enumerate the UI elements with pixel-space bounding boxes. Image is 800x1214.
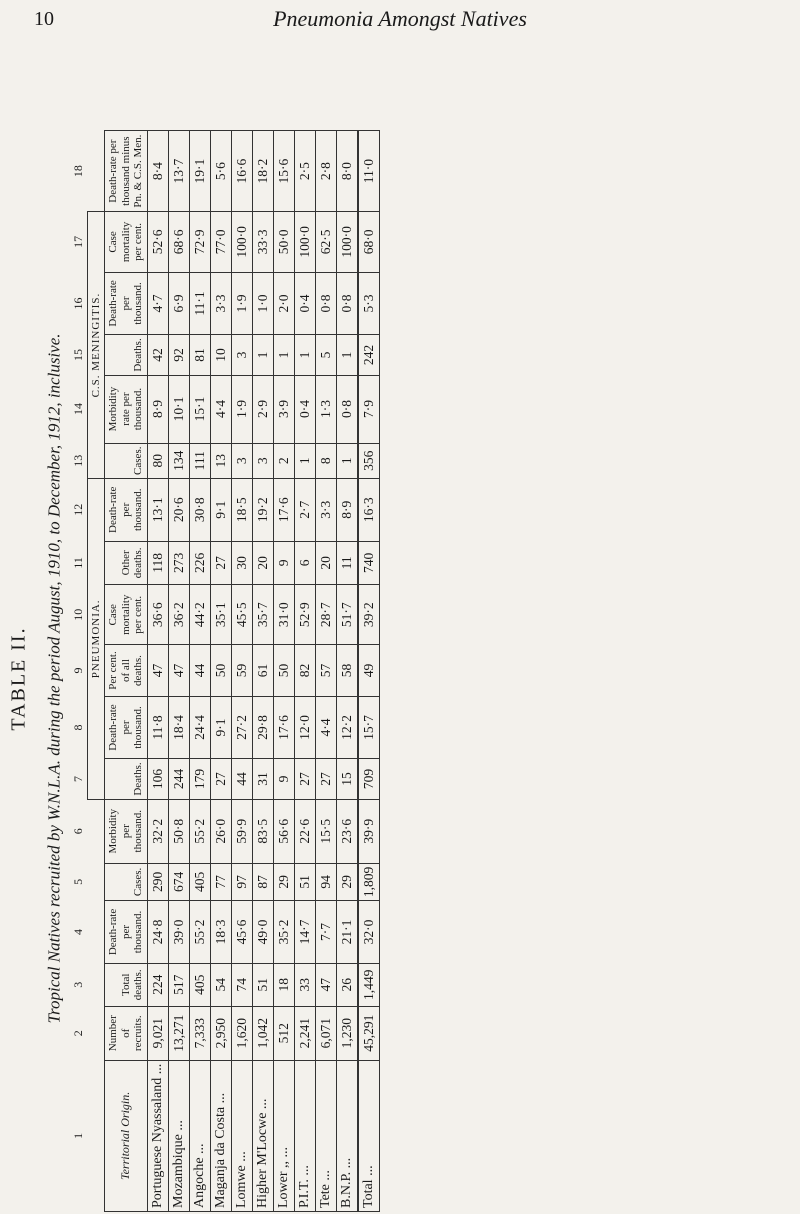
value-cell: 32·2 [147, 799, 168, 863]
value-cell: 24·8 [147, 901, 168, 964]
column-number: 5 [71, 878, 86, 885]
column-header: Number of recruits. [105, 1006, 148, 1060]
value-cell: 9 [273, 541, 294, 584]
value-cell: 16·6 [231, 131, 252, 212]
column-number: 18 [71, 165, 86, 178]
column-number: 4 [71, 928, 86, 935]
value-cell: 17·6 [273, 478, 294, 541]
value-cell: 4·4 [210, 375, 231, 443]
value-cell: 54 [210, 963, 231, 1006]
value-cell: 9·1 [210, 478, 231, 541]
column-number: 10 [71, 608, 85, 621]
value-cell: 30·8 [189, 478, 210, 541]
total-cell: 709 [358, 759, 380, 799]
value-cell: 1·3 [315, 375, 336, 443]
value-cell: 94 [315, 863, 336, 900]
column-number: 15 [71, 348, 85, 361]
value-cell: 3 [252, 443, 273, 478]
value-cell: 179 [189, 759, 210, 799]
value-cell: 6 [294, 541, 315, 584]
value-cell: 31·0 [273, 585, 294, 645]
value-cell: 58 [336, 645, 358, 696]
value-cell: 21·1 [336, 901, 358, 964]
total-cell: 740 [358, 541, 380, 584]
value-cell: 2·5 [294, 131, 315, 212]
origin-cell: Lower ,, ... [273, 1060, 294, 1211]
pneumonia-group-label: PNEUMONIA. [88, 478, 105, 799]
value-cell: 100·0 [294, 212, 315, 272]
value-cell: 49·0 [252, 901, 273, 964]
total-cell: 39·2 [358, 585, 380, 645]
value-cell: 81 [189, 335, 210, 375]
value-cell: 0·4 [294, 375, 315, 443]
value-cell: 9,021 [147, 1006, 168, 1060]
total-cell: 356 [358, 443, 380, 478]
value-cell: 4·7 [147, 272, 168, 335]
value-cell: 4·4 [315, 696, 336, 759]
value-cell: 0·8 [315, 272, 336, 335]
column-header: Death-rate per thousand. [105, 696, 148, 759]
value-cell: 27 [210, 759, 231, 799]
value-cell: 33·3 [252, 212, 273, 272]
value-cell: 61 [252, 645, 273, 696]
origin-cell: Maganja da Costa ... [210, 1060, 231, 1211]
origin-cell: Portuguese Nyassaland ... [147, 1060, 168, 1211]
value-cell: 8 [315, 443, 336, 478]
value-cell: 512 [273, 1006, 294, 1060]
value-cell: 3·3 [315, 478, 336, 541]
column-number: 3 [71, 981, 86, 988]
value-cell: 27·2 [231, 696, 252, 759]
total-cell: 39·9 [358, 799, 380, 863]
value-cell: 44 [231, 759, 252, 799]
value-cell: 1·0 [252, 272, 273, 335]
value-cell: 13·1 [147, 478, 168, 541]
value-cell: 0·8 [336, 272, 358, 335]
value-cell: 1 [294, 335, 315, 375]
value-cell: 29·8 [252, 696, 273, 759]
column-number: 12 [71, 503, 85, 516]
value-cell: 1,042 [252, 1006, 273, 1060]
value-cell: 273 [168, 541, 189, 584]
total-cell: 68·0 [358, 212, 380, 272]
value-cell: 56·6 [273, 799, 294, 863]
value-cell: 13·7 [168, 131, 189, 212]
column-header: Other deaths. [105, 541, 148, 584]
origin-cell: Angoche ... [189, 1060, 210, 1211]
total-label: Total ... [358, 1060, 380, 1211]
value-cell: 226 [189, 541, 210, 584]
value-cell: 2·0 [273, 272, 294, 335]
value-cell: 10·1 [168, 375, 189, 443]
value-cell: 44 [189, 645, 210, 696]
value-cell: 8·4 [147, 131, 168, 212]
value-cell: 77·0 [210, 212, 231, 272]
table-label: TABLE II. [7, 626, 30, 731]
total-cell: 7·9 [358, 375, 380, 443]
value-cell: 8·9 [336, 478, 358, 541]
value-cell: 111 [189, 443, 210, 478]
value-cell: 74 [231, 963, 252, 1006]
value-cell: 15 [336, 759, 358, 799]
value-cell: 9 [273, 759, 294, 799]
value-cell: 18·3 [210, 901, 231, 964]
value-cell: 12·2 [336, 696, 358, 759]
value-cell: 106 [147, 759, 168, 799]
column-header: Death-rate per thousand. [105, 272, 148, 335]
total-cell: 1,449 [358, 963, 380, 1006]
value-cell: 68·6 [168, 212, 189, 272]
value-cell: 134 [168, 443, 189, 478]
value-cell: 27 [294, 759, 315, 799]
value-cell: 224 [147, 963, 168, 1006]
value-cell: 405 [189, 863, 210, 900]
value-cell: 33 [294, 963, 315, 1006]
value-cell: 42 [147, 335, 168, 375]
value-cell: 18·2 [252, 131, 273, 212]
value-cell: 29 [336, 863, 358, 900]
value-cell: 405 [189, 963, 210, 1006]
value-cell: 55·2 [189, 901, 210, 964]
value-cell: 50 [210, 645, 231, 696]
value-cell: 17·6 [273, 696, 294, 759]
origin-cell: Mozambique ... [168, 1060, 189, 1211]
total-cell: 11·0 [358, 131, 380, 212]
value-cell: 13,271 [168, 1006, 189, 1060]
statistics-table [70, 130, 380, 1212]
column-header: Total deaths. [105, 963, 148, 1006]
value-cell: 27 [210, 541, 231, 584]
column-header: Deaths. [105, 759, 148, 799]
value-cell: 11 [336, 541, 358, 584]
value-cell: 244 [168, 759, 189, 799]
value-cell: 6·9 [168, 272, 189, 335]
total-cell: 15·7 [358, 696, 380, 759]
table-row [210, 131, 231, 1212]
value-cell: 45·5 [231, 585, 252, 645]
value-cell: 36·6 [147, 585, 168, 645]
rotated-table-area [70, 130, 800, 1212]
origin-cell: P.I.T. ... [294, 1060, 315, 1211]
column-number: 16 [71, 297, 85, 310]
value-cell: 20 [252, 541, 273, 584]
value-cell: 30 [231, 541, 252, 584]
value-cell: 51·7 [336, 585, 358, 645]
total-row [358, 131, 380, 1212]
value-cell: 13 [210, 443, 231, 478]
table-row [189, 131, 210, 1212]
value-cell: 118 [147, 541, 168, 584]
value-cell: 517 [168, 963, 189, 1006]
value-cell: 57 [315, 645, 336, 696]
value-cell: 50·8 [168, 799, 189, 863]
value-cell: 80 [147, 443, 168, 478]
value-cell: 11·8 [147, 696, 168, 759]
value-cell: 18·4 [168, 696, 189, 759]
value-cell: 47 [315, 963, 336, 1006]
value-cell: 10 [210, 335, 231, 375]
value-cell: 2,950 [210, 1006, 231, 1060]
column-number: 9 [71, 667, 85, 674]
value-cell: 51 [252, 963, 273, 1006]
value-cell: 77 [210, 863, 231, 900]
value-cell: 8·0 [336, 131, 358, 212]
value-cell: 52·6 [147, 212, 168, 272]
value-cell: 18 [273, 963, 294, 1006]
value-cell: 59·9 [231, 799, 252, 863]
column-header: Death-rate per thousand. [105, 478, 148, 541]
value-cell: 9·1 [210, 696, 231, 759]
value-cell: 0·4 [294, 272, 315, 335]
value-cell: 2 [273, 443, 294, 478]
total-cell: 49 [358, 645, 380, 696]
table-row [336, 131, 358, 1212]
table-row [231, 131, 252, 1212]
column-number: 1 [71, 1132, 86, 1139]
value-cell: 44·2 [189, 585, 210, 645]
origin-header: Territorial Origin. [105, 1060, 148, 1211]
column-number: 8 [71, 724, 85, 731]
value-cell: 3·9 [273, 375, 294, 443]
value-cell: 87 [252, 863, 273, 900]
value-cell: 290 [147, 863, 168, 900]
value-cell: 24·4 [189, 696, 210, 759]
column-header: Death-rate per thousand minus Pn. & C.S. Men. [105, 131, 148, 212]
table-row [168, 131, 189, 1212]
value-cell: 50 [273, 645, 294, 696]
column-number-row [70, 131, 88, 1212]
value-cell: 97 [231, 863, 252, 900]
table-row [294, 131, 315, 1212]
value-cell: 35·1 [210, 585, 231, 645]
value-cell: 100·0 [231, 212, 252, 272]
value-cell: 5·6 [210, 131, 231, 212]
value-cell: 82 [294, 645, 315, 696]
value-cell: 47 [147, 645, 168, 696]
value-cell: 23·6 [336, 799, 358, 863]
total-cell: 242 [358, 335, 380, 375]
column-header: Morbidity rate per thousand. [105, 375, 148, 443]
value-cell: 51 [294, 863, 315, 900]
value-cell: 3 [231, 443, 252, 478]
value-cell: 1,620 [231, 1006, 252, 1060]
column-header: Deaths. [105, 335, 148, 375]
value-cell: 19·2 [252, 478, 273, 541]
value-cell: 15·6 [273, 131, 294, 212]
value-cell: 1 [336, 335, 358, 375]
value-cell: 39·0 [168, 901, 189, 964]
value-cell: 1 [252, 335, 273, 375]
column-number: 13 [71, 454, 85, 467]
column-header: Morbidity per thousand. [105, 799, 148, 863]
side-caption [7, 170, 64, 1130]
column-number: 2 [71, 1030, 86, 1037]
value-cell: 6,071 [315, 1006, 336, 1060]
value-cell: 19·1 [189, 131, 210, 212]
value-cell: 47 [168, 645, 189, 696]
origin-cell: Tete ... [315, 1060, 336, 1211]
total-cell: 45,291 [358, 1006, 380, 1060]
table-row [252, 131, 273, 1212]
value-cell: 29 [273, 863, 294, 900]
value-cell: 7,333 [189, 1006, 210, 1060]
value-cell: 3 [231, 335, 252, 375]
value-cell: 36·2 [168, 585, 189, 645]
value-cell: 12·0 [294, 696, 315, 759]
value-cell: 72·9 [189, 212, 210, 272]
table-row [147, 131, 168, 1212]
value-cell: 11·1 [189, 272, 210, 335]
column-number: 11 [71, 557, 85, 569]
total-cell: 16·3 [358, 478, 380, 541]
value-cell: 14·7 [294, 901, 315, 964]
column-header: Case mortality per cent. [105, 585, 148, 645]
value-cell: 31 [252, 759, 273, 799]
value-cell: 2·9 [252, 375, 273, 443]
value-cell: 674 [168, 863, 189, 900]
running-head: Pneumonia Amongst Natives [273, 6, 527, 31]
value-cell: 1 [294, 443, 315, 478]
value-cell: 2·7 [294, 478, 315, 541]
value-cell: 59 [231, 645, 252, 696]
value-cell: 28·7 [315, 585, 336, 645]
value-cell: 1·9 [231, 272, 252, 335]
column-header: Cases. [105, 443, 148, 478]
value-cell: 62·5 [315, 212, 336, 272]
value-cell: 18·5 [231, 478, 252, 541]
table-row [273, 131, 294, 1212]
column-header-row [105, 131, 148, 1212]
value-cell: 83·5 [252, 799, 273, 863]
table-title: Tropical Natives recruited by W.N.L.A. during the period August, 1910, to December, 1912, inclusive. [44, 333, 64, 1024]
table-row [315, 131, 336, 1212]
origin-cell: B.N.P. ... [336, 1060, 358, 1211]
value-cell: 52·9 [294, 585, 315, 645]
value-cell: 1·9 [231, 375, 252, 443]
value-cell: 7·7 [315, 901, 336, 964]
total-cell: 1,809 [358, 863, 380, 900]
column-number: 17 [71, 235, 85, 248]
value-cell: 26 [336, 963, 358, 1006]
value-cell: 5 [315, 335, 336, 375]
value-cell: 2·8 [315, 131, 336, 212]
value-cell: 22·6 [294, 799, 315, 863]
value-cell: 8·9 [147, 375, 168, 443]
origin-cell: Lomwe ... [231, 1060, 252, 1211]
group-header-row [88, 131, 105, 1212]
column-header: Cases. [105, 863, 148, 900]
value-cell: 1 [273, 335, 294, 375]
value-cell: 45·6 [231, 901, 252, 964]
total-cell: 5·3 [358, 272, 380, 335]
value-cell: 92 [168, 335, 189, 375]
value-cell: 15·1 [189, 375, 210, 443]
column-header: Case mortality per cent. [105, 212, 148, 272]
value-cell: 20 [315, 541, 336, 584]
value-cell: 55·2 [189, 799, 210, 863]
value-cell: 27 [315, 759, 336, 799]
column-number: 7 [71, 776, 85, 783]
value-cell: 35·7 [252, 585, 273, 645]
value-cell: 26·0 [210, 799, 231, 863]
csm-group-label: C.S. MENINGITIS. [88, 212, 105, 479]
value-cell: 15·5 [315, 799, 336, 863]
column-number: 6 [71, 828, 86, 835]
value-cell: 50·0 [273, 212, 294, 272]
value-cell: 2,241 [294, 1006, 315, 1060]
value-cell: 20·6 [168, 478, 189, 541]
total-cell: 32·0 [358, 901, 380, 964]
origin-cell: Higher M'Locwe ... [252, 1060, 273, 1211]
column-header: Per cent. of all deaths. [105, 645, 148, 696]
value-cell: 100·0 [336, 212, 358, 272]
column-header: Death-rate per thousand. [105, 901, 148, 964]
value-cell: 1 [336, 443, 358, 478]
column-number: 14 [71, 403, 85, 416]
value-cell: 0·8 [336, 375, 358, 443]
page-number: 10 [34, 8, 54, 30]
value-cell: 1,230 [336, 1006, 358, 1060]
value-cell: 3·3 [210, 272, 231, 335]
value-cell: 35·2 [273, 901, 294, 964]
